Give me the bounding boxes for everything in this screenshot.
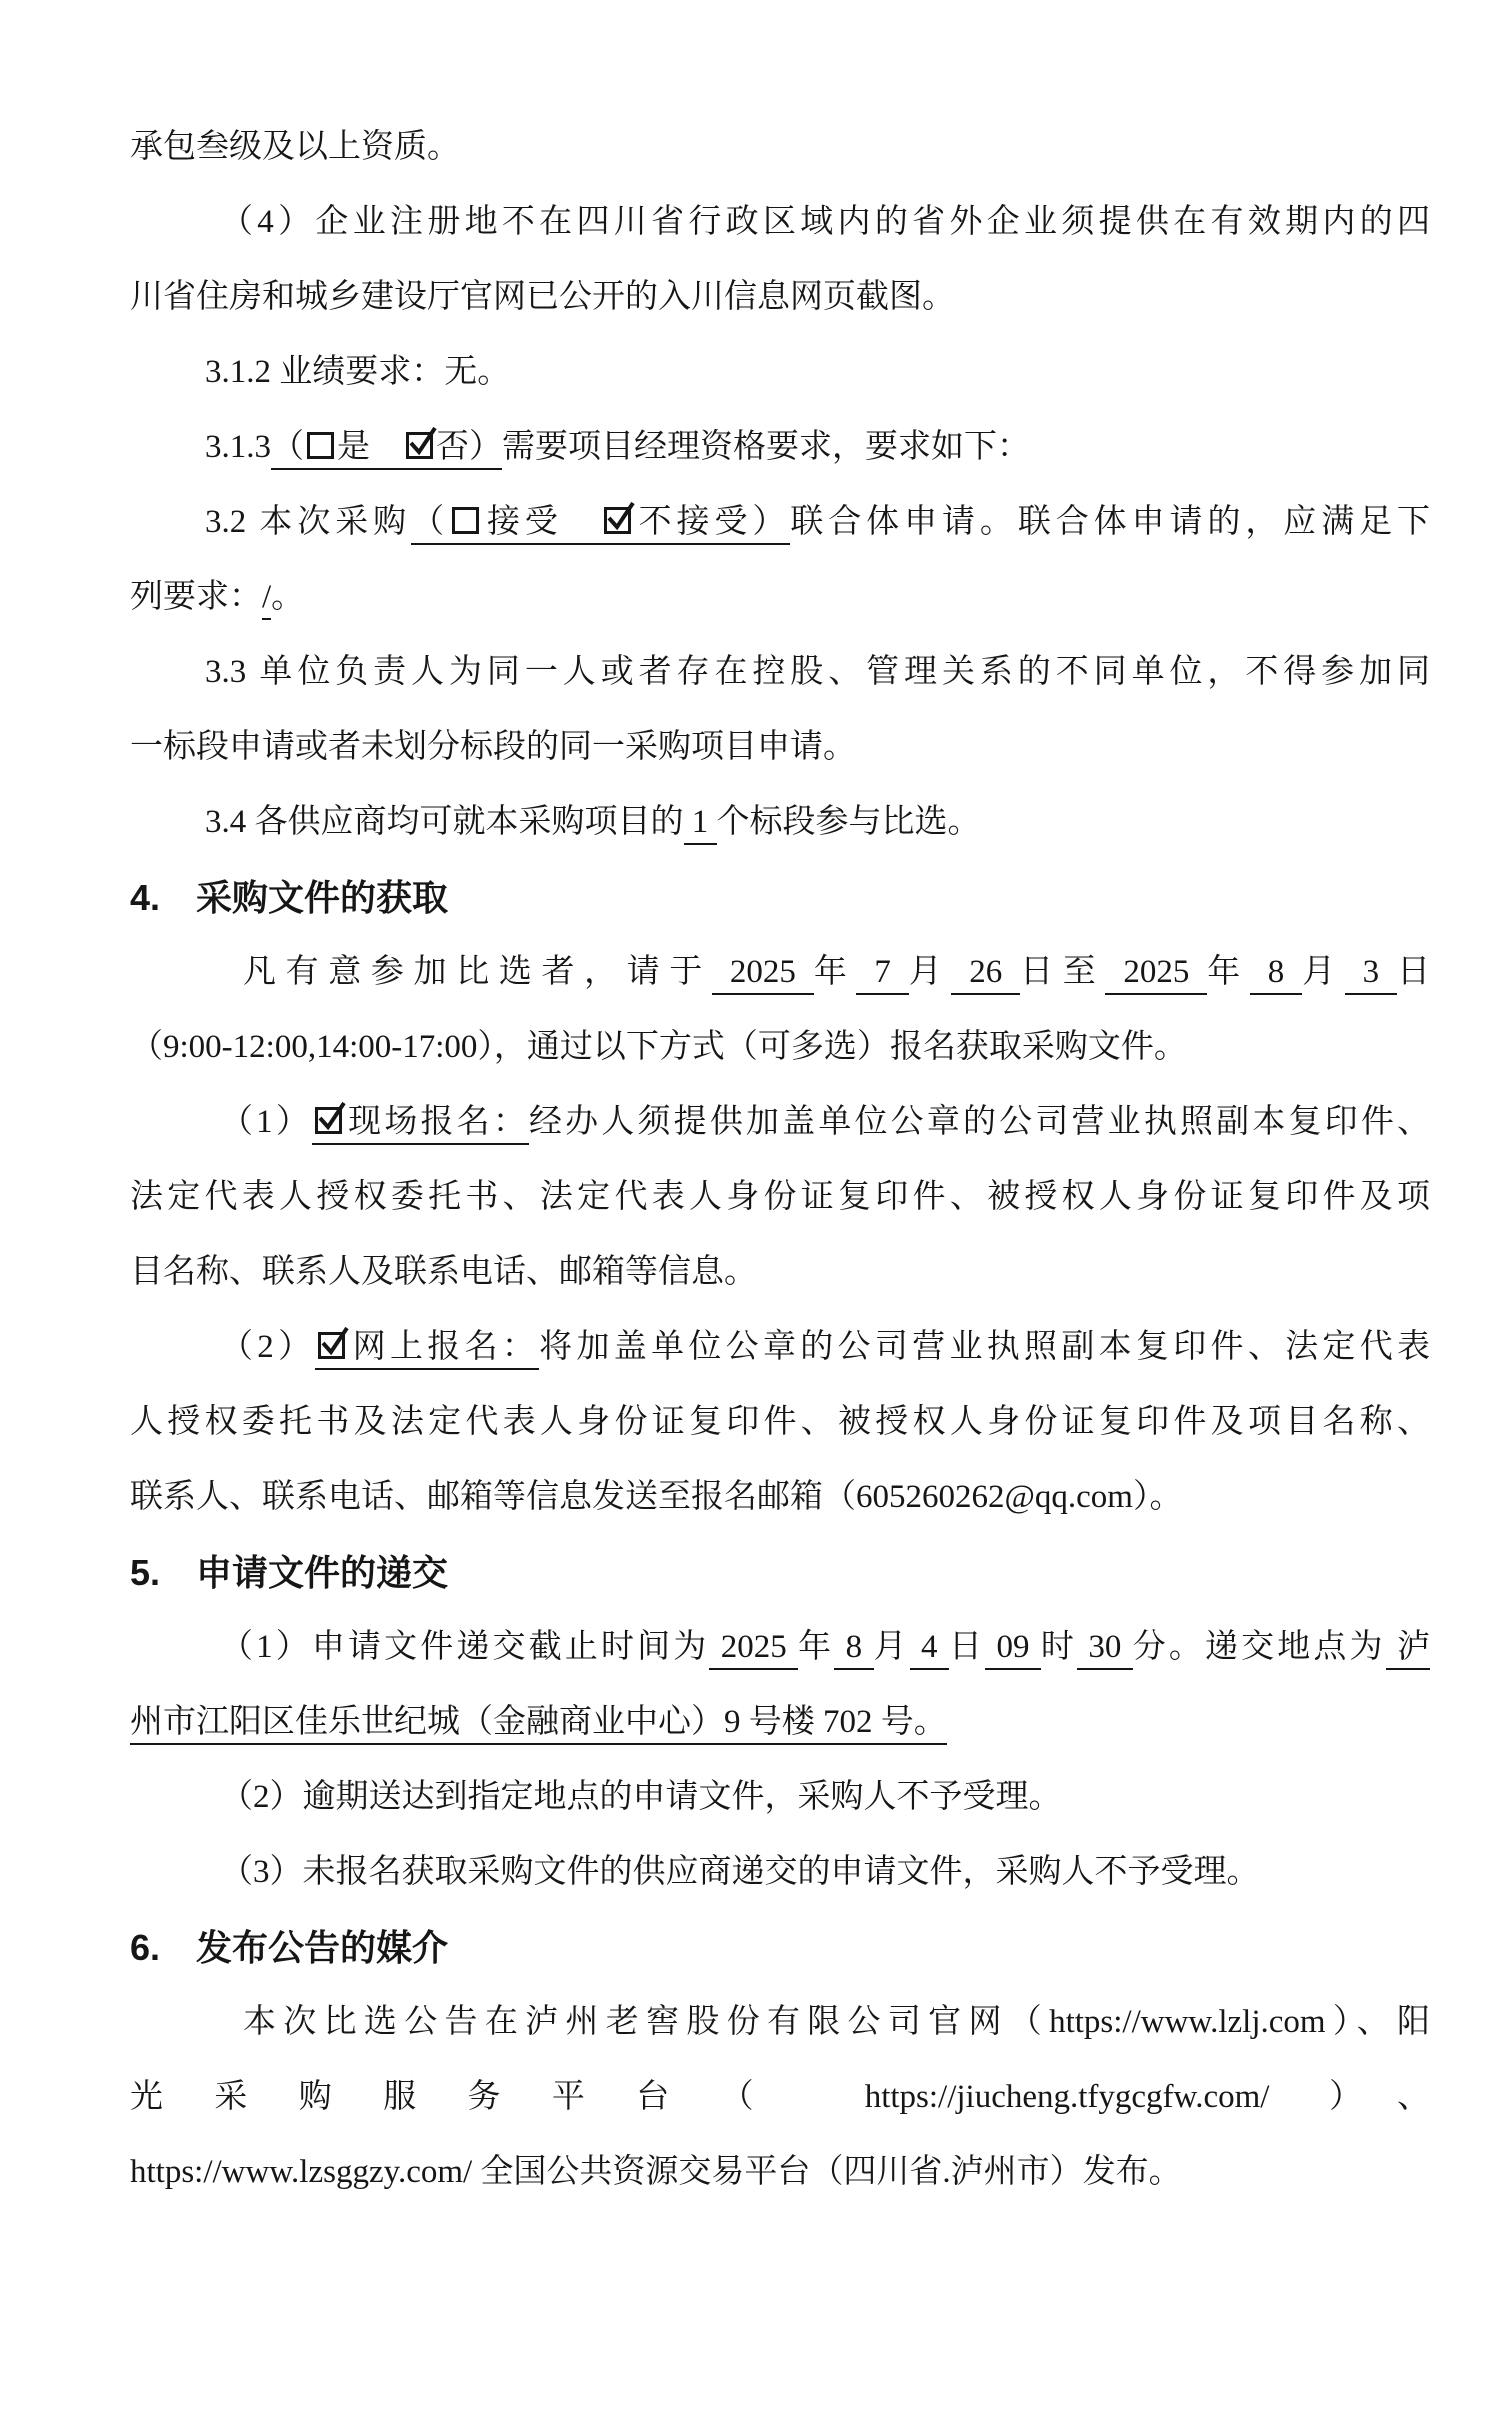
text-segment: （2）逾期送达到指定地点的申请文件，采购人不予受理。 xyxy=(220,1779,1062,1815)
text-segment: 5. 申请文件的递交 xyxy=(130,1552,449,1593)
underlined-text: 09 xyxy=(985,1629,1041,1670)
underlined-text: 8 xyxy=(1250,954,1302,995)
text-segment: （9:00-12:00,14:00-17:00），通过以下方式（可多选）报名获取采购文件。 xyxy=(130,1029,1187,1065)
text-segment: 3.3 单位负责人为同一人或者存在控股、管理关系的不同单位，不得参加同 xyxy=(205,654,1430,690)
text-segment: 分。递交地点为 xyxy=(1132,1629,1386,1665)
underlined-text: （ 是 否） xyxy=(271,429,502,470)
text-segment: 人授权委托书及法定代表人身份证复印件、被授权人身份证复印件及项目名称、 xyxy=(130,1404,1430,1440)
text-segment: 年 xyxy=(813,954,857,990)
text-segment: 一标段申请或者未划分标段的同一采购项目申请。 xyxy=(130,729,856,765)
text-segment: 法定代表人授权委托书、法定代表人身份证复印件、被授权人身份证复印件及项 xyxy=(130,1179,1430,1215)
checkbox-checked-icon xyxy=(406,432,433,459)
underlined-text: 3 xyxy=(1345,954,1397,995)
text-segment: 凡有意参加比选者，请于 xyxy=(243,954,713,990)
text-line para-3-2 xyxy=(130,485,1430,560)
text-segment: （1） xyxy=(220,1104,312,1140)
underlined-text: 现场报名： xyxy=(312,1104,529,1145)
underlined-text: 网上报名： xyxy=(315,1329,539,1370)
checkbox-checked-icon xyxy=(318,1332,345,1359)
text-line para-onsite-registration-cont-2 xyxy=(130,1235,1430,1310)
text-segment: 光采购服务平台（ https://jiucheng.tfygcgfw.com/ ）、 xyxy=(130,2079,1430,2115)
text-line para-onsite-registration xyxy=(130,1085,1430,1160)
checkbox-empty-icon xyxy=(452,507,479,534)
text-line para-overdue xyxy=(130,1760,1430,1835)
text-segment: 6. 发布公告的媒介 xyxy=(130,1927,449,1968)
text-segment: 需要项目经理资格要求，要求如下： xyxy=(502,429,1030,465)
text-segment: 联系人、联系电话、邮箱等信息发送至报名邮箱（605260262@qq.com）。 xyxy=(130,1479,1183,1515)
underlined-text: 2025 xyxy=(712,954,814,995)
text-segment: （2） xyxy=(220,1329,316,1365)
text-segment: 3.1.2 业绩要求：无。 xyxy=(205,354,511,390)
text-segment: 日 xyxy=(1397,954,1431,990)
text-segment: 年 xyxy=(798,1629,835,1665)
text-segment: 个标段参与比选。 xyxy=(716,804,981,840)
underlined-text: 30 xyxy=(1077,1629,1133,1670)
underlined-text: 州市江阳区佳乐世纪城（金融商业中心）9 号楼 702 号。 xyxy=(130,1704,947,1745)
text-line para-online-registration-cont-1 xyxy=(130,1385,1430,1460)
checkbox-checked-icon xyxy=(604,507,631,534)
underlined-text: 26 xyxy=(951,954,1020,995)
underlined-text: 泸 xyxy=(1386,1629,1430,1670)
text-line para-3-2-cont xyxy=(130,560,1430,635)
text-line para-onsite-registration-cont-1 xyxy=(130,1160,1430,1235)
underlined-text: 8 xyxy=(834,1629,873,1670)
text-segment: 月 xyxy=(873,1629,910,1665)
text-segment: 日至 xyxy=(1020,954,1106,990)
text-segment: 本次比选公告在泸州老窖股份有限公司官网（https://www.lzlj.com）、阳 xyxy=(243,2004,1430,2040)
text-line para-3-1-3 xyxy=(130,410,1430,485)
text-segment: https://www.lzsggzy.com/ 全国公共资源交易平台（四川省.泸州市）发布。 xyxy=(130,2154,1182,2190)
underlined-text: 2025 xyxy=(1105,954,1207,995)
text-line para-3-4 xyxy=(130,785,1430,860)
text-line para-item-4 xyxy=(130,185,1430,260)
text-line para-registration-period-cont xyxy=(130,1010,1430,1085)
underlined-text: （ 接受 不接受） xyxy=(411,504,790,545)
text-line para-announcement-media xyxy=(130,1985,1430,2060)
text-segment: 3.1.3 xyxy=(205,429,271,465)
text-line para-online-registration-cont-2 xyxy=(130,1460,1430,1535)
heading-section-5 xyxy=(130,1535,1430,1610)
text-segment: 月 xyxy=(908,954,952,990)
text-segment: （4）企业注册地不在四川省行政区域内的省外企业须提供在有效期内的四 xyxy=(220,204,1430,240)
text-segment: 联合体申请。联合体申请的，应满足下 xyxy=(790,504,1431,540)
text-segment: 时 xyxy=(1040,1629,1077,1665)
checkbox-checked-icon xyxy=(315,1107,342,1134)
text-segment: 3.4 各供应商均可就本采购项目的 xyxy=(205,804,684,840)
underlined-text: 4 xyxy=(910,1629,949,1670)
text-line para-3-1-2 xyxy=(130,335,1430,410)
text-segment: 。 xyxy=(271,579,305,615)
text-segment: （1）申请文件递交截止时间为 xyxy=(220,1629,710,1665)
text-segment: 承包叁级及以上资质。 xyxy=(130,129,460,165)
text-segment: 月 xyxy=(1302,954,1345,990)
text-segment: 列要求： xyxy=(130,579,262,615)
text-segment: 日 xyxy=(948,1629,986,1665)
text-segment: 川省住房和城乡建设厅官网已公开的入川信息网页截图。 xyxy=(130,279,955,315)
text-segment: 将加盖单位公章的公司营业执照副本复印件、法定代表 xyxy=(539,1329,1430,1365)
text-line para-online-registration xyxy=(130,1310,1430,1385)
underlined-text: / xyxy=(262,579,271,620)
checkbox-empty-icon xyxy=(307,432,334,459)
text-segment: 年 xyxy=(1207,954,1250,990)
text-line para-3-3 xyxy=(130,635,1430,710)
text-segment: 3.2 本次采购 xyxy=(205,504,412,540)
text-segment: 目名称、联系人及联系电话、邮箱等信息。 xyxy=(130,1254,757,1290)
underlined-text: 7 xyxy=(856,954,908,995)
text-line para-submission-deadline-cont xyxy=(130,1685,1430,1760)
text-line para-announcement-media-cont-2 xyxy=(130,2135,1430,2210)
text-line para-qualification-cont xyxy=(130,110,1430,185)
text-line para-announcement-media-cont-1 xyxy=(130,2060,1430,2135)
text-segment: 4. 采购文件的获取 xyxy=(130,877,449,918)
text-line para-unregistered xyxy=(130,1835,1430,1910)
underlined-text: 1 xyxy=(684,804,717,845)
text-line para-submission-deadline xyxy=(130,1610,1430,1685)
text-segment: （3）未报名获取采购文件的供应商递交的申请文件，采购人不予受理。 xyxy=(220,1854,1260,1890)
text-line para-3-3-cont xyxy=(130,710,1430,785)
heading-section-4 xyxy=(130,860,1430,935)
heading-section-6 xyxy=(130,1910,1430,1985)
text-line para-item-4-cont xyxy=(130,260,1430,335)
underlined-text: 2025 xyxy=(709,1629,798,1670)
text-line para-registration-period xyxy=(130,935,1430,1010)
text-segment: 经办人须提供加盖单位公章的公司营业执照副本复印件、 xyxy=(529,1104,1431,1140)
